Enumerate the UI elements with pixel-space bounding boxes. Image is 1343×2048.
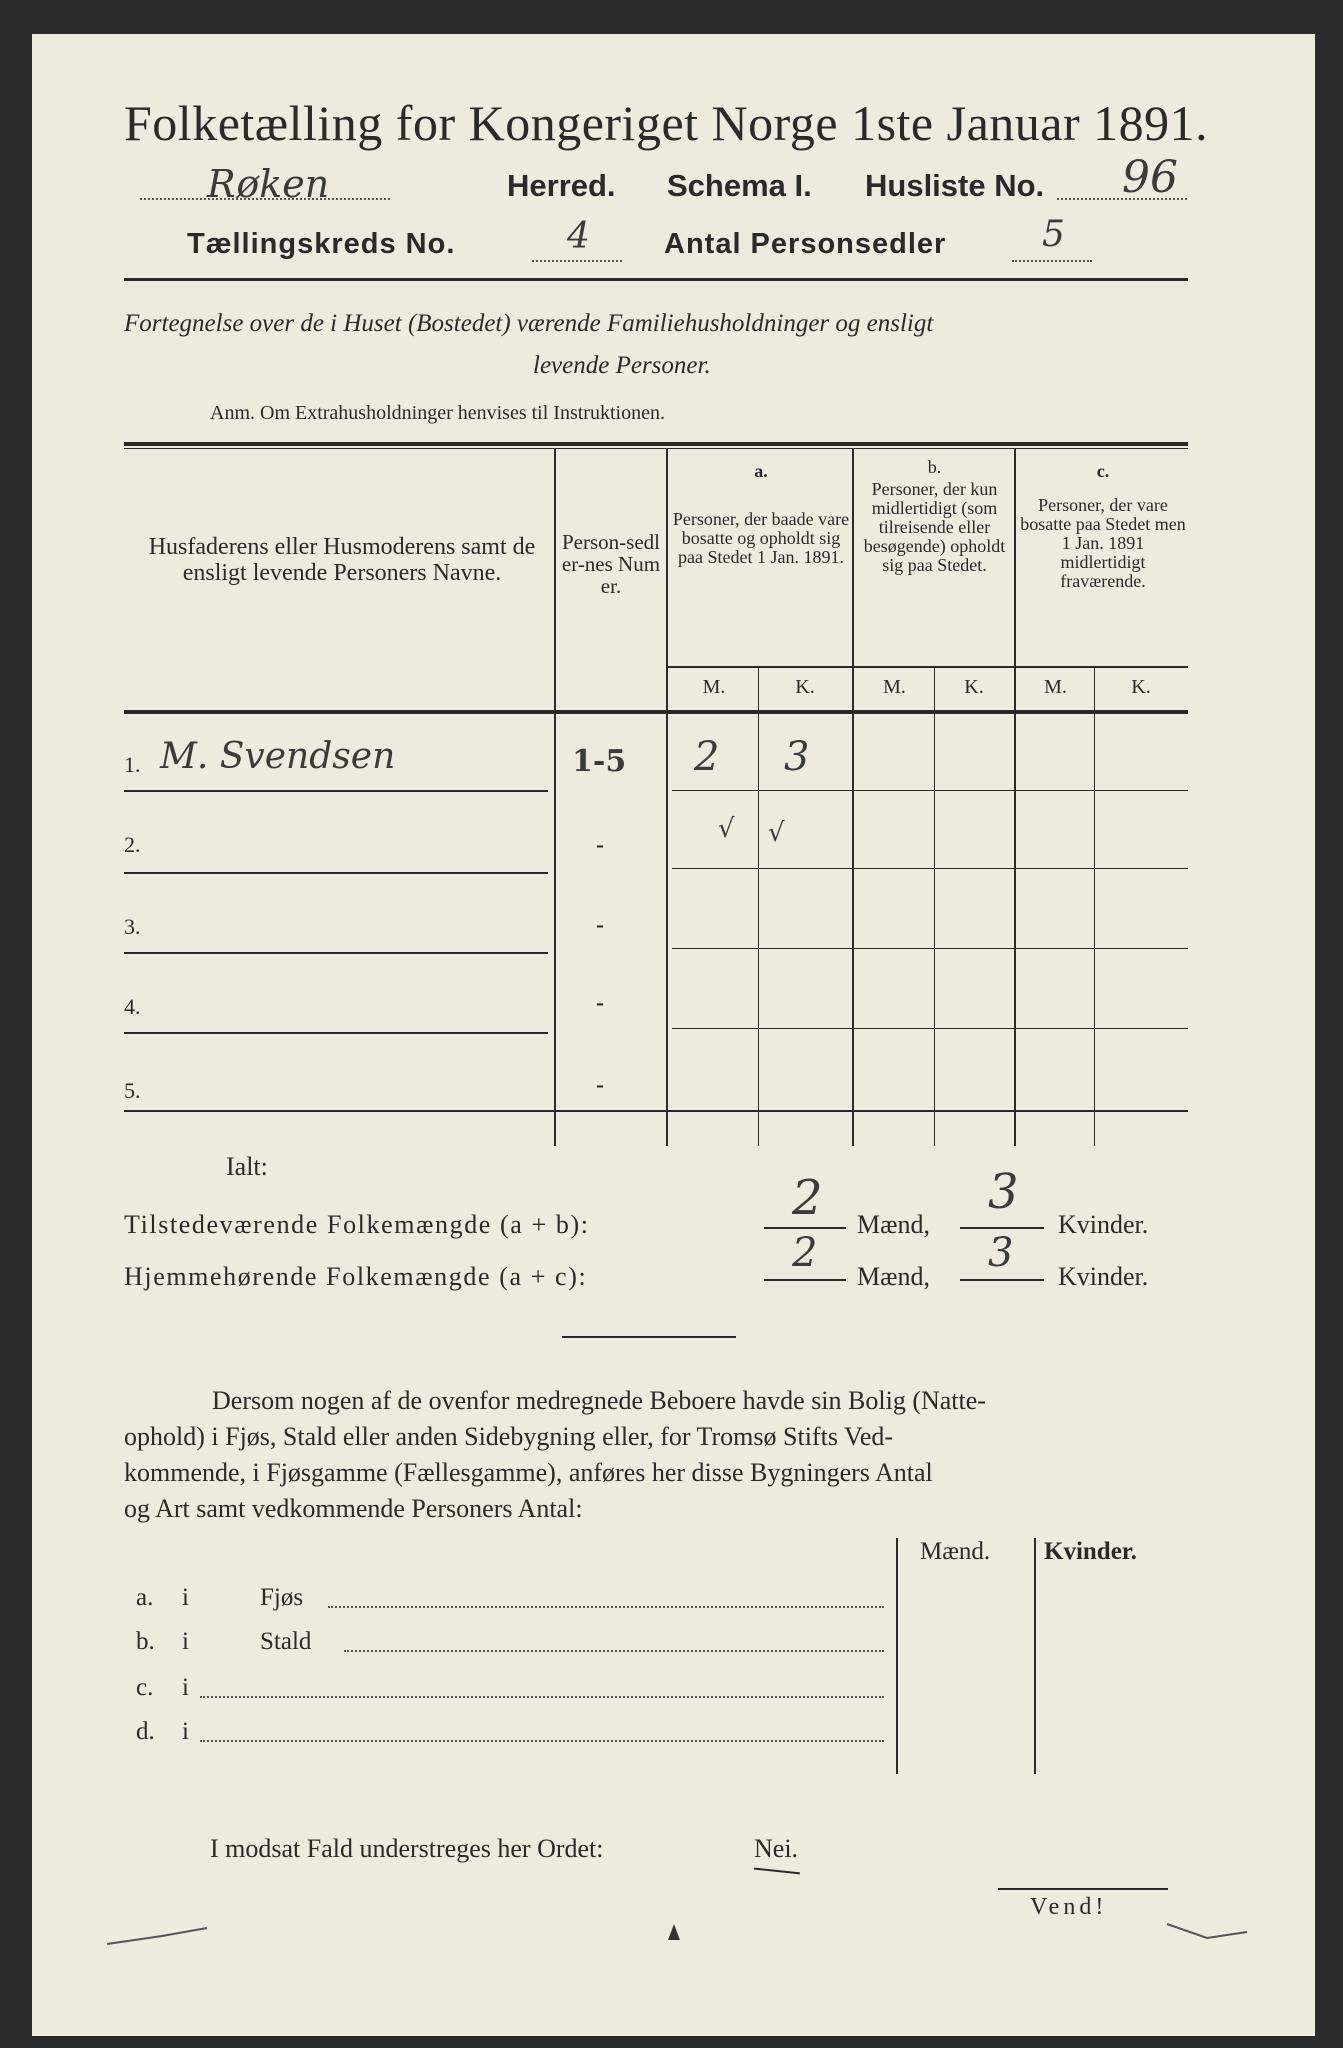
tilstede-label: Tilstedeværende Folkemængde (a + b):	[124, 1210, 590, 1239]
tilstede-maend-label: Mænd,	[857, 1210, 930, 1239]
bolig-item-letter: d.	[136, 1718, 155, 1745]
bolig-item-i: i	[182, 1674, 189, 1701]
b-k-header: K.	[964, 676, 984, 698]
hjemme-maend-label: Mænd,	[857, 1262, 930, 1291]
antal-label: Antal Personsedler	[664, 228, 947, 260]
row-a-k: √	[768, 818, 785, 848]
bolig-line-3: kommende, i Fjøsgamme (Fællesgamme), anføres her disse Bygningers Antal	[124, 1458, 933, 1487]
group-a-text: Personer, der baade vare bosatte og opholdt sig paa Stedet 1 Jan. 1891.	[672, 509, 850, 567]
row-personseddel-number: -	[596, 1072, 604, 1098]
row-personseddel-number: 1-5	[572, 744, 627, 779]
bolig-item-i: i	[182, 1718, 189, 1745]
hjemme-maend-value: 2	[792, 1230, 818, 1276]
table-top-rule	[124, 442, 1188, 446]
tilstede-maend-value: 2	[792, 1170, 823, 1226]
group-a-letter: a.	[754, 461, 768, 481]
row-personseddel-number: -	[596, 912, 604, 938]
census-form	[32, 34, 1315, 2036]
kreds-value: 4	[567, 216, 590, 257]
row-personseddel-number: -	[596, 990, 604, 1016]
bolig-kvinder-header: Kvinder.	[1044, 1538, 1137, 1565]
group-b-text: Personer, der kun midlertidigt (som tilreisende eller besøgende) opholdt sig paa Stedet.	[863, 479, 1006, 575]
row-number: 2.	[124, 832, 141, 857]
a-m-header: M.	[702, 676, 726, 698]
intro-line-2: levende Personer.	[533, 352, 711, 379]
intro-line-1: Fortegnelse over de i Huset (Bostedet) værende Familiehusholdninger og ensligt	[124, 310, 934, 337]
husliste-value: 96	[1122, 152, 1178, 203]
bolig-line-4: og Art samt vedkommende Personers Antal:	[124, 1494, 583, 1523]
tilstede-kvinder-value: 3	[988, 1164, 1019, 1220]
herred-label: Herred.	[507, 168, 616, 203]
nei-word: Nei.	[754, 1834, 799, 1863]
ink-dot-icon	[662, 1922, 686, 1946]
instruktion-note: Anm. Om Extrahusholdninger henvises til Instruktionen.	[210, 402, 665, 424]
table-header-rule	[124, 710, 1188, 714]
vend-text: Vend!	[1030, 1894, 1108, 1920]
bolig-item-letter: b.	[136, 1628, 155, 1655]
kreds-label: Tællingskreds No.	[187, 228, 456, 260]
bolig-item-label: Fjøs	[260, 1584, 304, 1611]
tilstede-kvinder-label: Kvinder.	[1058, 1210, 1149, 1239]
a-k-header: K.	[795, 676, 815, 698]
row-a-m: √	[718, 814, 735, 844]
table-bottom-rule	[124, 1110, 1188, 1112]
bolig-item-i: i	[182, 1584, 189, 1611]
group-c-text: Personer, der vare bosatte paa Stedet men 1 Jan. 1891 midlertidigt fraværende.	[1020, 495, 1186, 591]
row-personseddel-number: -	[596, 832, 604, 858]
b-m-header: M.	[883, 676, 906, 698]
row-a-k: 3	[784, 734, 810, 780]
col-name-header: Husfaderens eller Husmoderens samt de ensligt levende Personers Navne.	[148, 534, 536, 586]
c-k-header: K.	[1131, 676, 1151, 698]
margin-mark-icon	[1162, 1920, 1252, 1950]
row-number: 5.	[124, 1078, 141, 1103]
herred-value: Røken	[207, 162, 330, 206]
bolig-item-i: i	[182, 1628, 189, 1655]
hjemme-kvinder-label: Kvinder.	[1058, 1262, 1149, 1291]
bolig-item-letter: c.	[136, 1674, 154, 1701]
hjemme-label: Hjemmehørende Folkemængde (a + c):	[124, 1262, 588, 1291]
bolig-line-2: ophold) i Fjøs, Stald eller anden Sidebygning eller, for Tromsø Stifts Ved-	[124, 1422, 894, 1451]
row-number: 1.	[124, 752, 141, 777]
row-a-m: 2	[694, 734, 720, 780]
form-title: Folketælling for Kongeriget Norge 1ste Januar 1891.	[124, 95, 1209, 151]
c-m-header: M.	[1044, 676, 1067, 698]
bolig-maend-header: Mænd.	[920, 1538, 991, 1565]
bolig-line-1: Dersom nogen af de ovenfor medregnede Beboere havde sin Bolig (Natte-	[212, 1386, 986, 1415]
husliste-label: Husliste No.	[865, 168, 1045, 203]
col-num-header: Person-sedler-nes Numer.	[561, 530, 661, 598]
ialt-label: Ialt:	[226, 1152, 268, 1181]
group-b-letter: b.	[927, 457, 942, 477]
row-name: M. Svendsen	[160, 736, 396, 777]
antal-value: 5	[1042, 214, 1065, 255]
row-number: 4.	[124, 994, 141, 1019]
bolig-item-label: Stald	[260, 1628, 312, 1655]
row-number: 3.	[124, 914, 141, 939]
hjemme-kvinder-value: 3	[988, 1230, 1014, 1276]
group-c-letter: c.	[1096, 461, 1110, 481]
margin-mark-icon	[102, 1924, 212, 1954]
modsat-text: I modsat Fald understreges her Ordet:	[210, 1834, 604, 1863]
section-divider	[562, 1336, 736, 1338]
bolig-item-letter: a.	[136, 1584, 154, 1611]
schema-label: Schema I.	[667, 168, 812, 203]
